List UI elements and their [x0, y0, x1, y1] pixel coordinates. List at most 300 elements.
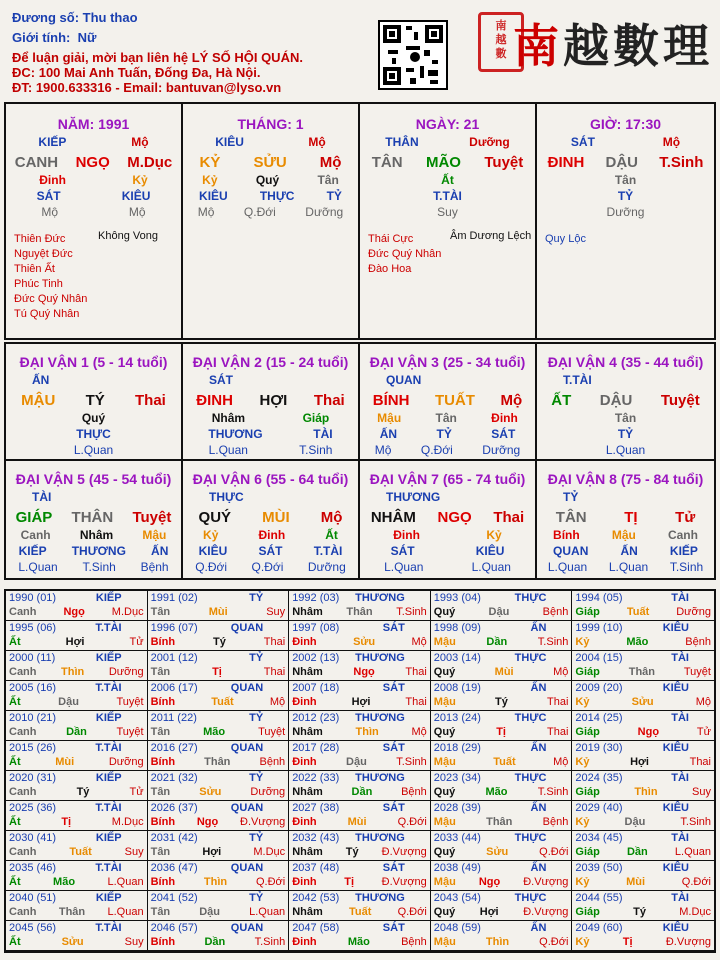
- year-cell[interactable]: [572, 831, 714, 861]
- year-cell[interactable]: [148, 831, 290, 861]
- year-label: 2028 (39): [433, 802, 481, 814]
- year-cell[interactable]: [289, 711, 431, 741]
- earthly-branch: MÃO: [425, 153, 461, 171]
- year-cell-bottom: [9, 755, 144, 769]
- life-stage-label: Tử: [129, 786, 144, 798]
- heavenly-stem: Tân: [150, 606, 171, 618]
- year-cell-top: [292, 922, 427, 935]
- ten-god-label: TÀI: [671, 712, 689, 724]
- life-stage-label: M.Dục: [253, 846, 286, 858]
- hidden-life-stage: L.Quan: [547, 560, 588, 574]
- year-cell-bottom: [292, 935, 427, 949]
- life-stage-label: L.Quan: [249, 906, 286, 918]
- life-stage-label: Bệnh: [685, 636, 711, 648]
- heavenly-stem: Tân: [150, 846, 171, 858]
- hidden-life-stage: Mộ: [128, 205, 146, 219]
- year-label: 2005 (16): [9, 682, 57, 694]
- year-cell[interactable]: [6, 771, 148, 801]
- year-cell-bottom: [575, 635, 711, 649]
- life-stage-label: Mộ: [500, 391, 523, 409]
- life-stage-label: Thai: [313, 391, 345, 409]
- year-cell-bottom: [9, 905, 144, 919]
- year-cell[interactable]: [6, 801, 148, 831]
- year-label: 2020 (31): [9, 772, 57, 784]
- year-cell[interactable]: [572, 741, 714, 771]
- year-cell[interactable]: [148, 681, 290, 711]
- hidden-stages-row: [360, 204, 535, 220]
- heavenly-stem: CANH: [14, 153, 59, 171]
- year-cell-top: [9, 862, 144, 875]
- earthly-branch: Mùi: [626, 876, 646, 888]
- ten-god-label: ẤN: [530, 862, 547, 874]
- heavenly-stem: Ất: [9, 816, 21, 828]
- year-cell-top: [434, 772, 569, 785]
- year-label: 2031 (42): [150, 832, 198, 844]
- year-cell[interactable]: [431, 621, 573, 651]
- life-stage-label: Thai: [546, 696, 569, 708]
- life-stage-label: Tuyệt: [484, 153, 524, 171]
- year-cell-bottom: [575, 785, 711, 799]
- star-name: Đức Quý Nhân: [368, 248, 442, 260]
- dai-van-top-row: [360, 370, 535, 390]
- heavenly-stem: Ất: [9, 936, 21, 948]
- year-cell-top: [575, 622, 711, 635]
- dai-van-cell: [6, 344, 183, 461]
- heavenly-stem: KỶ: [199, 153, 221, 171]
- earthly-branch: Dậu: [346, 756, 367, 768]
- life-stage-label: Q.Đới: [255, 876, 286, 888]
- year-label: 2019 (30): [575, 742, 623, 754]
- life-stage-label: T.Sinh: [396, 756, 427, 768]
- year-cell[interactable]: [572, 771, 714, 801]
- hidden-stages-row: [537, 442, 714, 458]
- heavenly-stem: Đinh: [292, 696, 317, 708]
- heavenly-stem: Canh: [9, 906, 37, 918]
- year-cell[interactable]: [431, 861, 573, 891]
- ten-god-label: THƯƠNG: [386, 490, 441, 504]
- heavenly-stem: Giáp: [575, 606, 600, 618]
- year-cell[interactable]: [6, 681, 148, 711]
- earthly-branch: Tuất: [493, 756, 516, 768]
- year-cell[interactable]: [431, 831, 573, 861]
- life-stage-label: Đ.Vượng: [381, 846, 427, 858]
- year-label: 2012 (23): [292, 712, 340, 724]
- year-cell-bottom: [292, 875, 427, 889]
- year-cell-top: [292, 682, 427, 695]
- year-cell[interactable]: [572, 861, 714, 891]
- heavenly-stem: ẤT: [551, 391, 572, 409]
- heavenly-stem: Quý: [433, 726, 456, 738]
- heavenly-stem: Nhâm: [292, 906, 323, 918]
- year-cell[interactable]: [572, 591, 714, 621]
- phone-email-line[interactable]: ĐT: 1900.633316 - Email: bantuvan@lyso.vn: [12, 80, 282, 95]
- year-cell-top: [151, 592, 286, 605]
- year-cell[interactable]: [6, 741, 148, 771]
- hidden-ten-god: THỰC: [76, 427, 111, 441]
- earthly-branch: Hợi: [479, 906, 499, 918]
- heavenly-stem: Mậu: [433, 756, 456, 768]
- life-stage-label: T.Sinh: [254, 936, 286, 948]
- earthly-branch: Hợi: [630, 756, 649, 768]
- year-cell[interactable]: [431, 801, 573, 831]
- hidden-life-stage: L.Quan: [605, 443, 646, 457]
- year-cell-top: [434, 652, 569, 665]
- ten-god-label: T.TÀI: [95, 802, 122, 814]
- hidden-gods-row: [183, 543, 358, 559]
- hidden-life-stage: L.Quan: [208, 443, 248, 457]
- life-stage-label: Dưỡng: [108, 666, 144, 678]
- ten-god-label: THỰC: [514, 652, 547, 664]
- year-cell[interactable]: [289, 591, 431, 621]
- year-cell-bottom: [151, 605, 286, 619]
- star-name: Đức Quý Nhân: [14, 293, 88, 305]
- ten-god-label: THỰC: [514, 712, 547, 724]
- year-cell[interactable]: [572, 921, 714, 951]
- year-cell-bottom: [9, 845, 144, 859]
- earthly-branch: Dần: [204, 936, 226, 948]
- year-cell-bottom: [292, 605, 427, 619]
- life-stage-label: Đ.Vượng: [381, 876, 427, 888]
- earthly-branch: HỢI: [259, 391, 288, 409]
- year-cell-top: [292, 892, 427, 905]
- life-stage-label: Dưỡng: [676, 606, 711, 618]
- star-name: Phúc Tinh: [14, 278, 63, 290]
- dai-van-title: ĐẠI VẬN 2 (15 - 24 tuổi): [192, 354, 349, 370]
- year-cell[interactable]: [148, 861, 290, 891]
- ten-god-label: KIẾP: [95, 892, 122, 904]
- hidden-life-stage: L.Quan: [18, 560, 58, 574]
- earthly-branch: THÂN: [71, 508, 114, 526]
- year-cell-top: [434, 892, 569, 905]
- year-cell-bottom: [292, 815, 427, 829]
- year-cell-top: [151, 772, 286, 785]
- year-cell[interactable]: [148, 891, 290, 921]
- hidden-stems-row: [537, 172, 714, 188]
- earthly-branch: Thìn: [203, 876, 228, 888]
- year-cell[interactable]: [148, 711, 290, 741]
- year-cell[interactable]: [148, 591, 290, 621]
- ten-god-label: TÀI: [671, 592, 689, 604]
- ten-god-label: TỶ: [249, 652, 264, 664]
- hidden-life-stage: T.Sinh: [82, 560, 116, 574]
- hidden-gods-row: [6, 543, 181, 559]
- year-cell[interactable]: [572, 891, 714, 921]
- life-stage-label: Mộ: [553, 666, 569, 678]
- year-cell[interactable]: [431, 741, 573, 771]
- year-cell[interactable]: [431, 891, 573, 921]
- life-stage-label: L.Quan: [107, 906, 144, 918]
- year-cell[interactable]: [148, 621, 290, 651]
- heavenly-stem: Kỷ: [575, 876, 590, 888]
- dai-van-cell: [360, 461, 537, 578]
- year-cell-top: [292, 592, 427, 605]
- year-label: 2026 (37): [150, 802, 198, 814]
- stem-branch-row: [183, 390, 358, 410]
- year-cell[interactable]: [6, 861, 148, 891]
- ten-god-label: ẤN: [530, 682, 547, 694]
- year-label: 2029 (40): [575, 802, 623, 814]
- earthly-branch: Tị: [496, 726, 506, 738]
- year-cell[interactable]: [289, 861, 431, 891]
- year-cell-top: [151, 832, 286, 845]
- heavenly-stem: Mậu: [433, 816, 456, 828]
- life-stage-label: Suy: [124, 846, 144, 858]
- year-cell[interactable]: [6, 831, 148, 861]
- four-pillars-panel: [4, 102, 716, 340]
- ten-god-label: THƯƠNG: [355, 652, 405, 664]
- earthly-branch: Ngọ: [637, 726, 660, 738]
- year-cell-bottom: [151, 905, 286, 919]
- hidden-ten-god: SÁT: [390, 544, 415, 558]
- heavenly-stem: Đinh: [292, 876, 317, 888]
- ten-god-label: KIẾP: [95, 712, 122, 724]
- life-stage-label: Dưỡng: [108, 756, 144, 768]
- year-cell-bottom: [434, 935, 569, 949]
- dai-van-cell: [537, 344, 714, 461]
- year-label: 1994 (05): [575, 592, 623, 604]
- dai-van-title: ĐẠI VẬN 8 (75 - 84 tuổi): [547, 471, 704, 487]
- hidden-stem: Kỷ: [132, 173, 148, 187]
- hidden-stem: Bính: [553, 528, 580, 542]
- ten-god-label: T.TÀI: [95, 862, 122, 874]
- year-cell[interactable]: [148, 801, 290, 831]
- earthly-branch: Thìn: [61, 666, 85, 678]
- heavenly-stem: Giáp: [575, 726, 600, 738]
- ten-god-label: SÁT: [382, 742, 405, 754]
- year-cell-bottom: [151, 785, 286, 799]
- earthly-branch: Thân: [628, 666, 655, 678]
- hidden-stages-row: [6, 442, 181, 458]
- year-cell-top: [575, 682, 711, 695]
- year-cell[interactable]: [289, 921, 431, 951]
- year-cell-bottom: [151, 845, 286, 859]
- heavenly-stem: Giáp: [575, 786, 600, 798]
- life-stage-label: Thai: [405, 666, 427, 678]
- year-cell-top: [292, 742, 427, 755]
- star-name: Đào Hoa: [368, 263, 412, 275]
- dai-van-top-row: [537, 370, 714, 390]
- hidden-life-stage: Suy: [437, 205, 458, 219]
- life-stage-label: Suy: [124, 936, 144, 948]
- ten-god-label: THÂN: [385, 135, 419, 149]
- year-cell[interactable]: [572, 621, 714, 651]
- year-label: 2027 (38): [292, 802, 340, 814]
- year-cell-bottom: [151, 755, 286, 769]
- year-cell-top: [434, 862, 569, 875]
- year-cell[interactable]: [289, 801, 431, 831]
- hidden-stems-row: [537, 410, 714, 426]
- ten-god-label: TÀI: [671, 832, 689, 844]
- heavenly-stem: Bính: [150, 936, 176, 948]
- year-cell-bottom: [575, 845, 711, 859]
- heavenly-stem: Ất: [9, 636, 21, 648]
- ten-god-label: SÁT: [382, 802, 405, 814]
- year-cell[interactable]: [289, 891, 431, 921]
- year-cell-top: [434, 622, 569, 635]
- earthly-branch: Sửu: [353, 636, 376, 648]
- star-name: Quy Lộc: [545, 233, 586, 245]
- address-line[interactable]: ĐC: 100 Mai Anh Tuấn, Đống Đa, Hà Nội.: [12, 65, 261, 80]
- hidden-stems-row: [6, 410, 181, 426]
- qr-code-icon[interactable]: [378, 20, 448, 90]
- year-cell[interactable]: [148, 771, 290, 801]
- hidden-ten-god: SÁT: [491, 427, 516, 441]
- hidden-life-stage: L.Quan: [73, 443, 114, 457]
- year-cell-bottom: [575, 905, 711, 919]
- ten-god-label: ẤN: [530, 622, 547, 634]
- life-stage-label: Bệnh: [542, 606, 569, 618]
- ten-god-label: THƯƠNG: [355, 772, 405, 784]
- year-cell-top: [292, 832, 427, 845]
- year-cell-bottom: [434, 785, 569, 799]
- hidden-ten-god: SÁT: [36, 189, 61, 203]
- hidden-ten-god: KIẾP: [669, 544, 698, 558]
- earthly-branch: Dậu: [199, 906, 221, 918]
- earthly-branch: Thân: [58, 906, 86, 918]
- year-cell-bottom: [151, 815, 286, 829]
- year-cell[interactable]: [431, 711, 573, 741]
- ten-god-label: QUAN: [230, 682, 264, 694]
- earthly-branch: Tị: [61, 816, 72, 828]
- earthly-branch: Thìn: [485, 936, 510, 948]
- year-cell[interactable]: [431, 771, 573, 801]
- year-cell-bottom: [575, 935, 711, 949]
- year-cell-top: [292, 802, 427, 815]
- star-name: Tú Quý Nhân: [14, 308, 80, 320]
- year-cell[interactable]: [572, 801, 714, 831]
- ten-god-label: TỶ: [249, 772, 264, 784]
- heavenly-stem: Bính: [150, 756, 176, 768]
- earthly-branch: Dậu: [488, 606, 510, 618]
- year-cell[interactable]: [572, 651, 714, 681]
- ten-god-label: QUAN: [230, 802, 264, 814]
- stem-branch-row: [6, 507, 181, 527]
- year-cell[interactable]: [6, 891, 148, 921]
- earthly-branch: Mão: [53, 876, 76, 888]
- owner-line: [12, 10, 138, 26]
- year-cell[interactable]: [431, 681, 573, 711]
- year-label: 1998 (09): [433, 622, 481, 634]
- hidden-stem: Đinh: [393, 528, 420, 542]
- year-label: 2022 (33): [292, 772, 340, 784]
- life-stage-label: Đ.Vượng: [523, 906, 569, 918]
- year-cell[interactable]: [289, 831, 431, 861]
- life-stage-label: M.Dục: [679, 906, 711, 918]
- pillar-cell: [6, 104, 183, 338]
- year-cell-top: [9, 922, 144, 935]
- earthly-branch: Mão: [203, 726, 226, 738]
- header: [0, 0, 720, 100]
- year-cell[interactable]: [431, 651, 573, 681]
- hidden-stem: Mậu: [142, 528, 167, 542]
- year-cell[interactable]: [289, 651, 431, 681]
- hidden-stem: Giáp: [302, 411, 330, 425]
- year-cell[interactable]: [6, 621, 148, 651]
- year-cell[interactable]: [431, 921, 573, 951]
- hidden-stem: Tân: [317, 173, 339, 187]
- stem-branch-row: [360, 390, 535, 410]
- year-cell[interactable]: [289, 681, 431, 711]
- hidden-life-stage: Dưỡng: [482, 443, 521, 457]
- life-stage-label: Bệnh: [542, 816, 569, 828]
- star-name: Thiên Đức: [14, 233, 66, 245]
- heavenly-stem: Quý: [433, 786, 456, 798]
- year-cell-top: [151, 712, 286, 725]
- dai-van-top-row: [183, 370, 358, 390]
- earthly-branch: Thân: [346, 606, 373, 618]
- year-label: 1996 (07): [150, 622, 198, 634]
- year-cell[interactable]: [6, 591, 148, 621]
- star-name: Thiên Ất: [14, 263, 55, 275]
- earthly-branch: NGỌ: [437, 508, 472, 526]
- life-stage-label: Q.Đới: [539, 936, 569, 948]
- pillar-title: GIỜ: 17:30: [589, 116, 662, 132]
- year-cell-bottom: [434, 665, 569, 679]
- heavenly-stem: Ất: [9, 876, 21, 888]
- year-cell[interactable]: [289, 741, 431, 771]
- ten-god-label: T.TÀI: [95, 922, 122, 934]
- dai-van-top-row: [183, 487, 358, 507]
- ten-god-label: KIÊU: [662, 862, 689, 874]
- year-cell-top: [9, 682, 144, 695]
- hidden-ten-god: ẤN: [379, 427, 398, 441]
- earthly-branch: Tị: [622, 936, 633, 948]
- pillar-top-row: [537, 132, 714, 152]
- year-cell[interactable]: [572, 681, 714, 711]
- hidden-stems-row: [183, 527, 358, 543]
- year-cell[interactable]: [148, 921, 290, 951]
- year-cell-bottom: [575, 665, 711, 679]
- ten-god-label: QUAN: [230, 742, 264, 754]
- year-cell-bottom: [9, 785, 144, 799]
- life-stage-label: Q.Đới: [397, 906, 427, 918]
- life-stage-label: Thai: [689, 756, 711, 768]
- life-stage-label: Tử: [696, 726, 711, 738]
- year-cell-bottom: [151, 875, 286, 889]
- year-cell[interactable]: [148, 651, 290, 681]
- pillar-cell: [183, 104, 360, 338]
- hidden-gods-row: [537, 188, 714, 204]
- life-stage-label: Q.Đới: [397, 816, 427, 828]
- ten-god-label: SÁT: [382, 862, 405, 874]
- owner-value: Thu thao: [82, 10, 138, 25]
- year-cell-bottom: [434, 815, 569, 829]
- year-cell[interactable]: [6, 651, 148, 681]
- hidden-stems-row: [360, 172, 535, 188]
- heavenly-stem: Bính: [150, 696, 176, 708]
- life-stage-label: Mộ: [411, 726, 427, 738]
- year-cell-bottom: [575, 875, 711, 889]
- year-cell[interactable]: [289, 621, 431, 651]
- hidden-life-stage: Dưỡng: [606, 205, 645, 219]
- year-cell[interactable]: [431, 591, 573, 621]
- year-cell-bottom: [151, 695, 286, 709]
- hidden-life-stage: Bệnh: [140, 560, 169, 574]
- pillar-title: THÁNG: 1: [237, 116, 304, 132]
- year-cell[interactable]: [6, 921, 148, 951]
- year-cell-top: [151, 862, 286, 875]
- year-cell[interactable]: [6, 711, 148, 741]
- year-cell[interactable]: [148, 741, 290, 771]
- year-cell[interactable]: [572, 711, 714, 741]
- hidden-life-stage: Q.Đới: [251, 560, 284, 574]
- ten-god-label: TÀI: [32, 490, 52, 504]
- hidden-life-stage: L.Quan: [384, 560, 424, 574]
- year-cell-bottom: [292, 755, 427, 769]
- year-cell-bottom: [292, 725, 427, 739]
- year-cell-top: [575, 802, 711, 815]
- year-cell[interactable]: [289, 771, 431, 801]
